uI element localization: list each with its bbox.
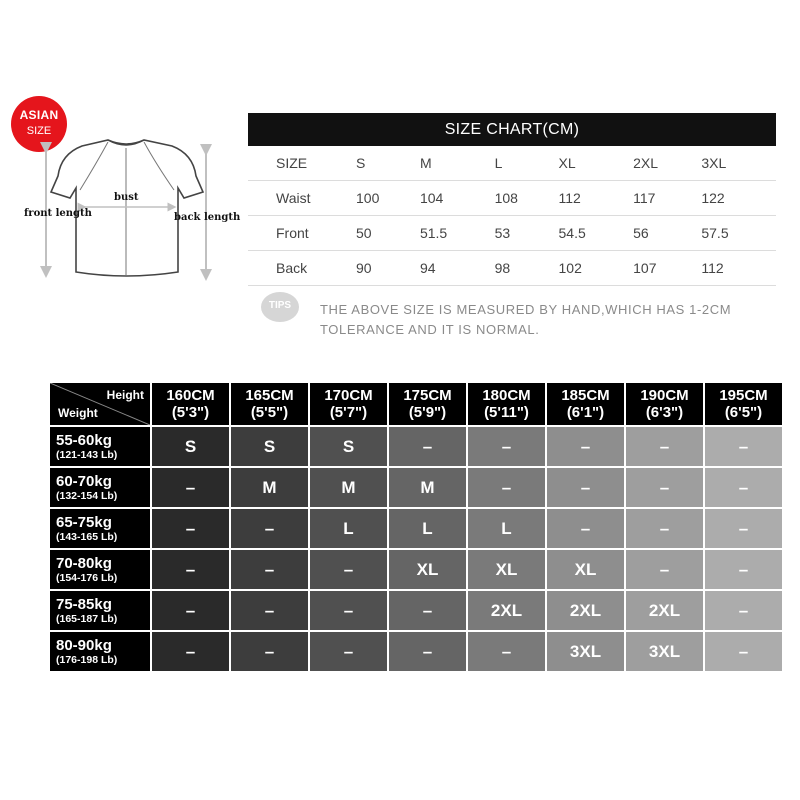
size-recommendation-cell: –: [231, 509, 310, 550]
height-ft: (5'5"): [250, 404, 289, 421]
size-chart-cell: 117: [633, 181, 701, 216]
back-length-label: back length: [174, 212, 241, 223]
front-length-label: front length: [24, 208, 92, 219]
size-recommendation-cell: –: [705, 427, 784, 468]
weight-row: [50, 632, 784, 673]
height-cm: 180CM: [482, 387, 531, 404]
size-chart-cell: 51.5: [420, 216, 495, 251]
weight-kg: 75-85kg: [56, 595, 112, 613]
size-recommendation-cell: –: [626, 509, 705, 550]
size-recommendation-cell: M: [310, 468, 389, 509]
size-chart-cell: 50: [356, 216, 420, 251]
size-chart-cell: 53: [495, 216, 559, 251]
size-chart-row: [248, 216, 776, 251]
size-recommendation-cell: –: [389, 591, 468, 632]
weight-row-header: [50, 550, 152, 591]
size-chart-row-label: SIZE: [248, 146, 356, 181]
size-chart-row: [248, 146, 776, 181]
height-cm: 160CM: [166, 387, 215, 404]
size-chart-title: SIZE CHART(CM): [248, 113, 776, 146]
size-chart-row: [248, 181, 776, 216]
weight-row: [50, 550, 784, 591]
height-cm: 185CM: [561, 387, 610, 404]
height-ft: (5'9"): [408, 404, 447, 421]
height-column-header: [705, 383, 784, 427]
size-chart-cell: 108: [495, 181, 559, 216]
size-chart-cell: 107: [633, 251, 701, 286]
size-recommendation-cell: S: [310, 427, 389, 468]
grid-corner: [50, 383, 152, 427]
weight-row-header: [50, 509, 152, 550]
size-recommendation-cell: L: [389, 509, 468, 550]
size-recommendation-cell: XL: [468, 550, 547, 591]
size-chart-table: [248, 146, 776, 286]
height-ft: (6'3"): [645, 404, 684, 421]
size-chart-cell: XL: [559, 146, 634, 181]
size-recommendation-cell: –: [547, 427, 626, 468]
weight-row: [50, 468, 784, 509]
size-recommendation-cell: –: [231, 550, 310, 591]
size-recommendation-cell: –: [152, 591, 231, 632]
size-recommendation-cell: –: [231, 591, 310, 632]
height-column-header: [626, 383, 705, 427]
weight-row-header: [50, 427, 152, 468]
height-cm: 170CM: [324, 387, 373, 404]
size-chart-cell: L: [495, 146, 559, 181]
size-chart-cell: 56: [633, 216, 701, 251]
size-chart-cell: M: [420, 146, 495, 181]
height-cm: 175CM: [403, 387, 452, 404]
weight-kg: 80-90kg: [56, 636, 112, 654]
height-column-header: [389, 383, 468, 427]
size-chart-cell: 112: [559, 181, 634, 216]
size-recommendation-cell: –: [310, 632, 389, 673]
size-chart-cell: 122: [701, 181, 776, 216]
size-recommendation-cell: 3XL: [626, 632, 705, 673]
height-ft: (5'11"): [484, 404, 529, 421]
size-chart-row-label: Waist: [248, 181, 356, 216]
size-recommendation-cell: –: [626, 468, 705, 509]
size-recommendation-cell: L: [468, 509, 547, 550]
size-chart-cell: 98: [495, 251, 559, 286]
size-recommendation-cell: –: [468, 632, 547, 673]
weight-lb: (165-187 Lb): [56, 612, 118, 625]
height-column-header: [468, 383, 547, 427]
weight-lb: (176-198 Lb): [56, 653, 118, 666]
size-recommendation-cell: –: [705, 509, 784, 550]
weight-row-header: [50, 632, 152, 673]
size-recommendation-cell: –: [547, 468, 626, 509]
jersey-diagram: [0, 130, 245, 300]
size-chart-cell: 57.5: [701, 216, 776, 251]
tips-text: THE ABOVE SIZE IS MEASURED BY HAND,WHICH HAS 1-2CM TOLERANCE AND IT IS NORMAL.: [320, 302, 732, 337]
size-chart-cell: 104: [420, 181, 495, 216]
height-cm: 190CM: [640, 387, 689, 404]
badge-line1: ASIAN: [19, 108, 59, 122]
size-chart-cell: 94: [420, 251, 495, 286]
height-column-header: [547, 383, 626, 427]
badge-line2: SIZE: [26, 125, 52, 137]
weight-lb: (132-154 Lb): [56, 489, 118, 502]
size-recommendation-cell: 2XL: [547, 591, 626, 632]
weight-lb: (121-143 Lb): [56, 448, 118, 461]
size-chart-cell: 102: [559, 251, 634, 286]
size-recommendation-cell: –: [468, 468, 547, 509]
weight-kg: 65-75kg: [56, 513, 112, 531]
height-column-header: [152, 383, 231, 427]
weight-lb: (154-176 Lb): [56, 571, 118, 584]
height-column-header: [231, 383, 310, 427]
height-weight-grid: [50, 383, 784, 673]
size-chart-row: [248, 251, 776, 286]
height-ft: (5'3"): [171, 404, 210, 421]
weight-kg: 70-80kg: [56, 554, 112, 572]
height-cm: 165CM: [245, 387, 294, 404]
tips-icon: [261, 292, 301, 322]
size-recommendation-cell: –: [626, 550, 705, 591]
size-recommendation-cell: 2XL: [626, 591, 705, 632]
size-chart-cell: 100: [356, 181, 420, 216]
weight-row-header: [50, 468, 152, 509]
height-ft: (6'1"): [566, 404, 605, 421]
size-recommendation-cell: –: [626, 427, 705, 468]
size-recommendation-cell: XL: [547, 550, 626, 591]
size-recommendation-cell: –: [310, 591, 389, 632]
size-recommendation-cell: –: [547, 509, 626, 550]
size-recommendation-cell: XL: [389, 550, 468, 591]
size-chart-cell: 112: [701, 251, 776, 286]
weight-kg: 60-70kg: [56, 472, 112, 490]
weight-lb: (143-165 Lb): [56, 530, 118, 543]
weight-row: [50, 591, 784, 632]
size-recommendation-cell: S: [231, 427, 310, 468]
size-chart-row-label: Front: [248, 216, 356, 251]
size-chart-cell: 54.5: [559, 216, 634, 251]
weight-row-header: [50, 591, 152, 632]
size-recommendation-cell: 2XL: [468, 591, 547, 632]
height-cm: 195CM: [719, 387, 768, 404]
size-chart-cell: 90: [356, 251, 420, 286]
size-recommendation-cell: M: [389, 468, 468, 509]
height-ft: (5'7"): [329, 404, 368, 421]
tips-icon-label: TIPS: [268, 300, 292, 311]
corner-weight-label: Weight: [58, 406, 98, 420]
size-recommendation-cell: –: [152, 468, 231, 509]
size-recommendation-cell: –: [310, 550, 389, 591]
size-chart-cell: 3XL: [701, 146, 776, 181]
corner-height-label: Height: [106, 388, 144, 402]
height-column-header: [310, 383, 389, 427]
size-recommendation-cell: –: [705, 468, 784, 509]
size-recommendation-cell: –: [152, 509, 231, 550]
weight-row: [50, 427, 784, 468]
size-chart-cell: S: [356, 146, 420, 181]
size-recommendation-cell: –: [231, 632, 310, 673]
size-chart-cell: 2XL: [633, 146, 701, 181]
size-recommendation-cell: –: [468, 427, 547, 468]
size-recommendation-cell: L: [310, 509, 389, 550]
size-recommendation-cell: –: [705, 550, 784, 591]
size-recommendation-cell: –: [389, 427, 468, 468]
size-recommendation-cell: –: [705, 632, 784, 673]
size-recommendation-cell: –: [152, 550, 231, 591]
size-recommendation-cell: 3XL: [547, 632, 626, 673]
size-chart-row-label: Back: [248, 251, 356, 286]
weight-row: [50, 509, 784, 550]
size-chart: [248, 113, 776, 286]
height-ft: (6'5"): [724, 404, 763, 421]
size-recommendation-cell: –: [705, 591, 784, 632]
weight-kg: 55-60kg: [56, 431, 112, 449]
size-recommendation-cell: M: [231, 468, 310, 509]
size-recommendation-cell: S: [152, 427, 231, 468]
size-recommendation-cell: –: [152, 632, 231, 673]
size-recommendation-cell: –: [389, 632, 468, 673]
bust-label: bust: [114, 192, 139, 203]
